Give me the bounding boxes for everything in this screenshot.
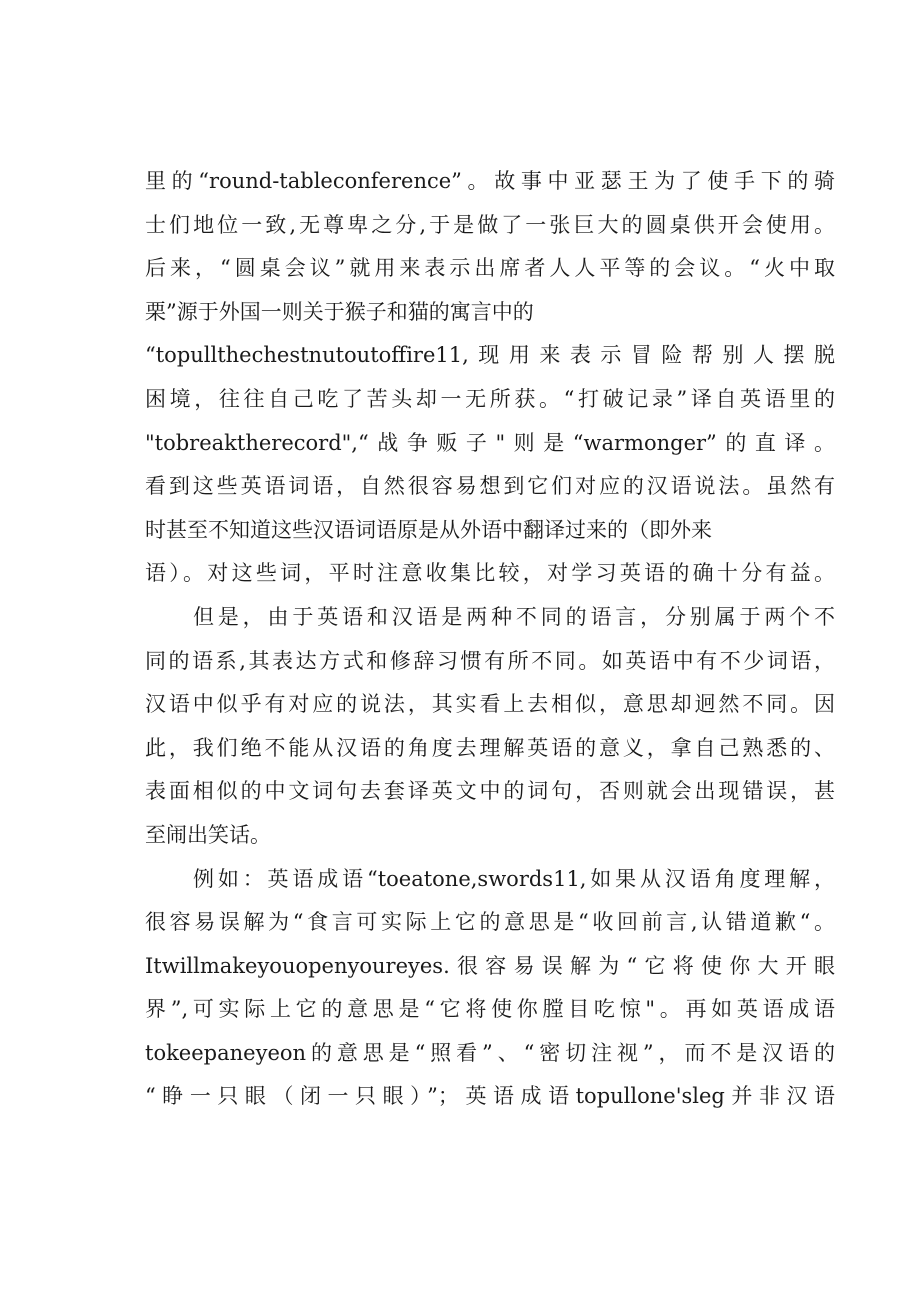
text-line: 看到这些英语词语，自然很容易想到它们对应的汉语说法。虽然有 bbox=[145, 474, 835, 499]
text-line: Itwillmakeyouopenyoureyes.很容易误解为“它将使你大开眼 bbox=[145, 953, 835, 978]
text-line: 例如：英语成语“toeatone,swords11,如果从汉语角度理解， bbox=[193, 866, 835, 891]
text-line: 士们地位一致,无尊卑之分,于是做了一张巨大的圆桌供开会使用。 bbox=[145, 212, 835, 237]
text-line: 至闹出笑话。 bbox=[145, 822, 271, 847]
text-line: “睁一只眼（闭一只眼）”；英语成语topullone'sleg并非汉语 bbox=[145, 1084, 835, 1109]
text-line: 界”,可实际上它的意思是“它将使你膛目吃惊"。再如英语成语 bbox=[145, 997, 835, 1022]
text-line: 汉语中似乎有对应的说法，其实看上去相似，意思却迥然不同。因 bbox=[145, 692, 835, 717]
text-line: "tobreaktherecord",“战争贩子"则是“warmonger”的直译。 bbox=[145, 430, 835, 455]
text-line: 后来，“圆桌会议”就用来表示出席者人人平等的会议。“火中取 bbox=[145, 256, 835, 281]
text-line: 语）。对这些词，平时注意收集比较，对学习英语的确十分有益。 bbox=[145, 561, 835, 586]
text-line: tokeepaneyeon的意思是“照看”、“密切注视”，而不是汉语的 bbox=[145, 1040, 835, 1065]
text-line: 时甚至不知道这些汉语词语原是从外语中翻译过来的（即外来 bbox=[145, 517, 712, 542]
text-line: 表面相似的中文词句去套译英文中的词句，否则就会出现错误，甚 bbox=[145, 779, 835, 804]
text-line: 但是，由于英语和汉语是两种不同的语言，分别属于两个不 bbox=[193, 604, 835, 629]
text-line: 同的语系,其表达方式和修辞习惯有所不同。如英语中有不少词语， bbox=[145, 648, 835, 673]
text-line: 困境，往往自己吃了苦头却一无所获。“打破记录”译自英语里的 bbox=[145, 386, 835, 411]
text-line: “topullthechestnutoutoffire11,现用来表示冒险帮别人摆脱 bbox=[145, 343, 835, 368]
text-line: 栗”源于外国一则关于猴子和猫的寓言中的 bbox=[145, 299, 534, 324]
body-text bbox=[145, 160, 835, 1119]
text-line: 里的“round-tableconference”。故事中亚瑟王为了使手下的骑 bbox=[145, 169, 835, 193]
text-line: 此，我们绝不能从汉语的角度去理解英语的意义，拿自己熟悉的、 bbox=[145, 735, 835, 760]
text-line: 很容易误解为“食言可实际上它的意思是“收回前言,认错道歉“。 bbox=[145, 910, 835, 935]
